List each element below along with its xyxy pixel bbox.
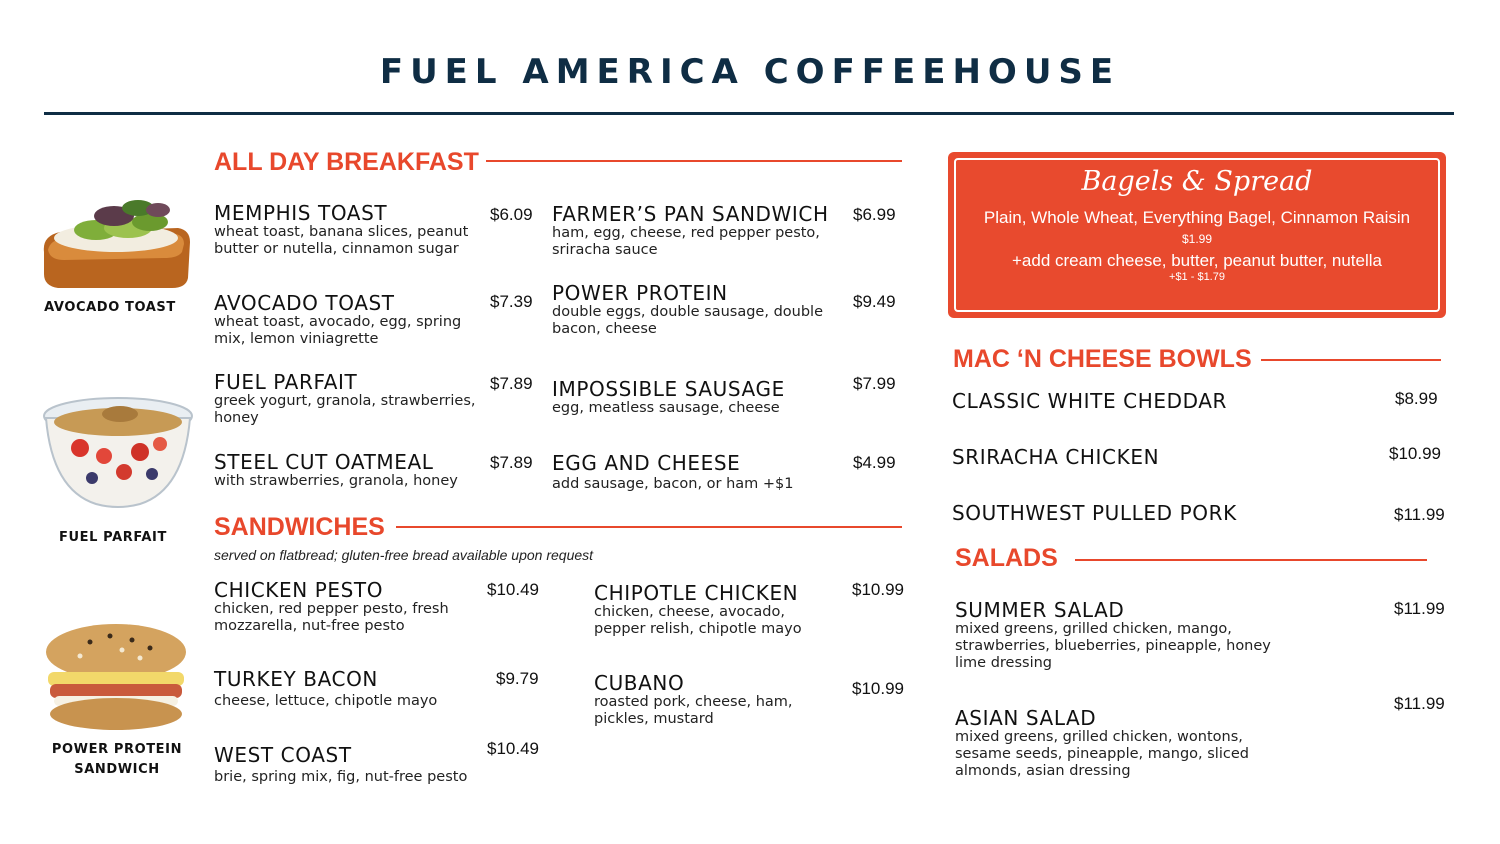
menu-item	[552, 203, 848, 259]
item-description: mixed greens, grilled chicken, mango, strawberries, blueberries, pineapple, honey lime dressing	[955, 621, 1271, 671]
bagels-price: $1.99	[1181, 232, 1213, 246]
sandwiches-note: served on flatbread; gluten-free bread available upon request	[214, 547, 594, 563]
photo-label-line-2: SANDWICH	[74, 762, 160, 777]
menu-item	[552, 282, 832, 338]
item-description: ham, egg, cheese, red pepper pesto, sriracha sauce	[552, 225, 820, 258]
item-description: double eggs, double sausage, double bacon, cheese	[552, 304, 823, 337]
item-name: WEST COAST	[214, 743, 352, 767]
item-price: $10.99	[852, 679, 904, 698]
section-rule-mac	[1261, 359, 1441, 361]
item-name: POWER PROTEIN	[552, 281, 728, 305]
menu-item	[552, 378, 842, 417]
item-price: $10.99	[852, 580, 904, 599]
bagels-varieties: Plain, Whole Wheat, Everything Bagel, Cinnamon Raisin	[983, 208, 1411, 227]
bagels-title: Bagels & Spread	[1081, 166, 1313, 197]
power-protein-sandwich-image	[40, 622, 192, 732]
item-name: AVOCADO TOAST	[214, 291, 395, 315]
item-description: add sausage, bacon, or ham +$1	[552, 476, 794, 492]
menu-item	[955, 599, 1295, 672]
item-description: brie, spring mix, fig, nut-free pesto	[214, 769, 468, 785]
menu-item	[214, 371, 494, 427]
menu-item	[955, 707, 1285, 780]
item-price: $11.99	[1394, 505, 1445, 524]
item-price: $8.99	[1395, 389, 1438, 408]
item-name: EGG AND CHEESE	[552, 451, 741, 475]
item-name: SRIRACHA CHICKEN	[952, 445, 1160, 469]
item-description: cheese, lettuce, chipotle mayo	[214, 693, 438, 709]
section-rule-breakfast	[486, 160, 902, 162]
section-heading-sandwiches: SANDWICHES	[214, 513, 385, 541]
bagels-spread-panel	[948, 152, 1446, 318]
item-name: IMPOSSIBLE SAUSAGE	[552, 377, 785, 401]
item-name: CHICKEN PESTO	[214, 578, 384, 602]
item-price: $6.09	[490, 205, 533, 224]
menu-item	[214, 668, 484, 710]
avocado-toast-image	[38, 192, 194, 292]
item-price: $7.89	[490, 453, 533, 472]
photo-label-avocado-toast: AVOCADO TOAST	[44, 300, 176, 315]
item-price: $7.39	[490, 292, 533, 311]
item-description: with strawberries, granola, honey	[214, 473, 458, 489]
item-name: TURKEY BACON	[214, 667, 378, 691]
section-heading-mac: MAC ‘N CHEESE BOWLS	[953, 345, 1252, 373]
fuel-parfait-image	[40, 394, 196, 512]
item-description: chicken, red pepper pesto, fresh mozzarella, nut-free pesto	[214, 601, 449, 634]
item-name: MEMPHIS TOAST	[214, 201, 388, 225]
menu-item	[214, 579, 484, 635]
menu-item	[552, 452, 842, 493]
section-heading-salads: SALADS	[955, 544, 1058, 572]
item-price: $11.99	[1394, 599, 1445, 618]
item-description: chicken, cheese, avocado, pepper relish, chipotle mayo	[594, 604, 802, 637]
item-name: FARMER’S PAN SANDWICH	[552, 202, 829, 226]
photo-label-power-protein	[37, 740, 197, 780]
item-name: SOUTHWEST PULLED PORK	[952, 501, 1237, 525]
photo-label-fuel-parfait: FUEL PARFAIT	[59, 530, 167, 545]
menu-item	[214, 202, 484, 258]
menu-item	[214, 744, 494, 786]
item-price: $9.79	[496, 669, 539, 688]
menu-item	[214, 451, 484, 490]
item-price: $10.49	[487, 580, 539, 599]
item-description: wheat toast, avocado, egg, spring mix, lemon viniagrette	[214, 314, 462, 347]
title-divider	[44, 112, 1454, 115]
menu-item	[594, 582, 834, 638]
item-price: $10.99	[1389, 444, 1441, 463]
section-heading-breakfast: ALL DAY BREAKFAST	[214, 148, 479, 176]
item-price: $11.99	[1394, 694, 1445, 713]
item-price: $6.99	[853, 205, 896, 224]
item-name: SUMMER SALAD	[955, 598, 1125, 622]
menu-item	[952, 502, 1237, 524]
menu-item	[594, 672, 824, 728]
item-description: egg, meatless sausage, cheese	[552, 400, 780, 416]
item-name: CHIPOTLE CHICKEN	[594, 581, 799, 605]
item-description: mixed greens, grilled chicken, wontons, sesame seeds, pineapple, mango, sliced almonds, asian dressing	[955, 729, 1249, 779]
page-title: FUEL AMERICA COFFEEHOUSE	[379, 52, 1121, 92]
bagels-addons: +add cream cheese, butter, peanut butter, nutella	[1011, 251, 1382, 270]
item-name: CLASSIC WHITE CHEDDAR	[952, 389, 1228, 413]
item-price: $7.99	[853, 374, 896, 393]
item-description: greek yogurt, granola, strawberries, honey	[214, 393, 476, 426]
menu-item	[952, 446, 1159, 468]
item-name: ASIAN SALAD	[955, 706, 1097, 730]
section-rule-sandwiches	[396, 526, 902, 528]
item-price: $7.89	[490, 374, 533, 393]
item-price: $9.49	[853, 292, 896, 311]
section-rule-salads	[1075, 559, 1427, 561]
item-description: roasted pork, cheese, ham, pickles, mustard	[594, 694, 793, 727]
photo-label-line-1: POWER PROTEIN	[51, 742, 183, 757]
item-name: CUBANO	[594, 671, 685, 695]
item-price: $10.49	[487, 739, 539, 758]
item-price: $4.99	[853, 453, 896, 472]
menu-item	[214, 292, 484, 348]
bagels-addon-price: +$1 - $1.79	[1169, 271, 1225, 283]
item-name: STEEL CUT OATMEAL	[214, 450, 434, 474]
menu-item	[952, 390, 1227, 412]
item-name: FUEL PARFAIT	[214, 370, 358, 394]
item-description: wheat toast, banana slices, peanut butter or nutella, cinnamon sugar	[214, 224, 469, 257]
